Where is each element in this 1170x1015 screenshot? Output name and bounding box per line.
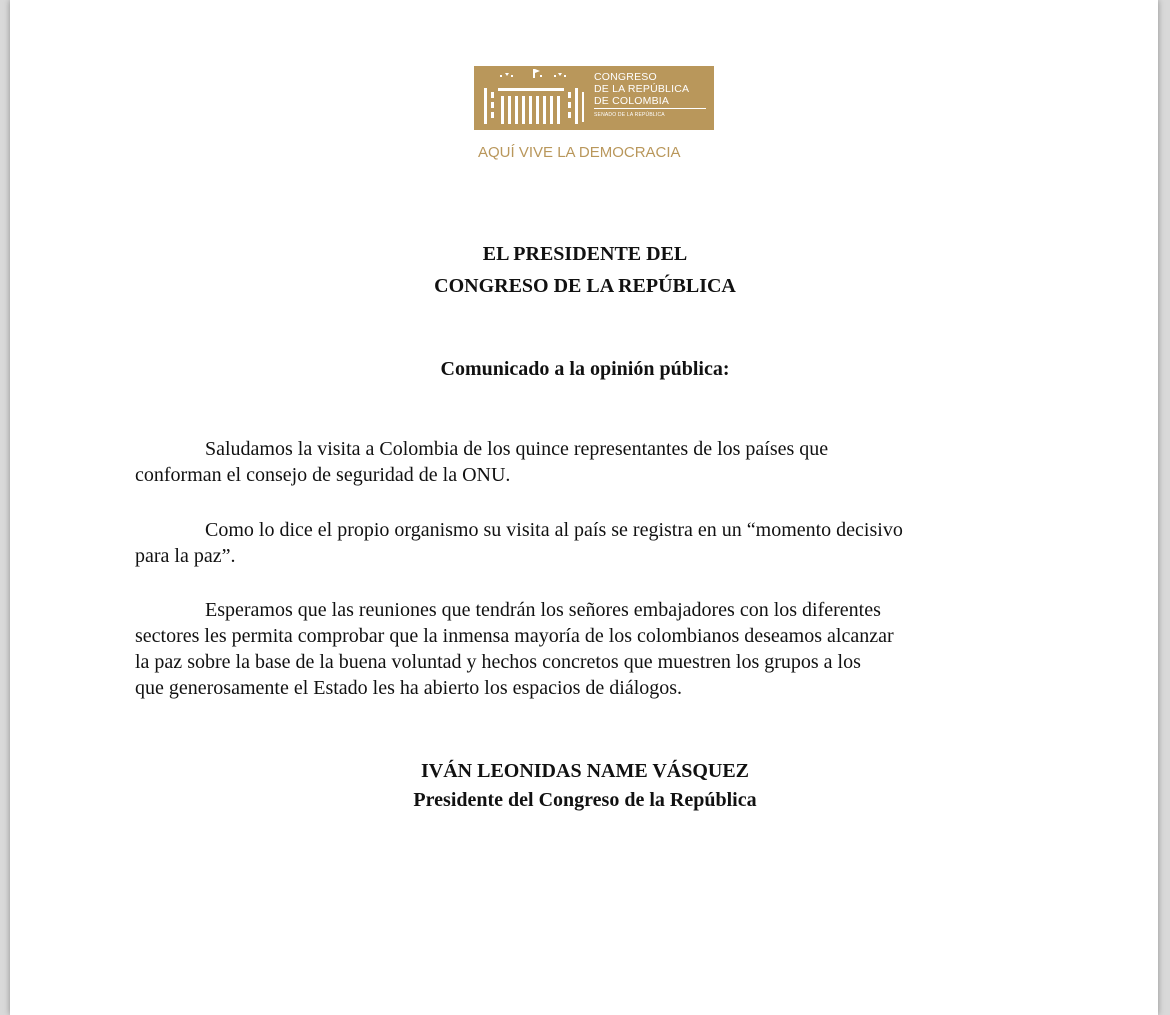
header-line-2: CONGRESO DE LA REPÚBLICA: [434, 275, 736, 297]
logo-line-2: DE LA REPÚBLICA: [594, 83, 690, 95]
paragraph-3: [135, 597, 1035, 701]
signature-title: Presidente del Congreso de la República: [413, 789, 757, 811]
paragraph-2: [135, 517, 1035, 569]
paragraph-3-line-3: la paz sobre la base de la buena voluntad y hechos concretos que muestren los grupos a los: [135, 651, 861, 673]
logo-wordmark: [594, 71, 712, 119]
paragraph-1-line-1: Saludamos la visita a Colombia de los quince representantes de los países que: [205, 438, 829, 460]
signature-name: IVÁN LEONIDAS NAME VÁSQUEZ: [420, 760, 750, 782]
logo-line-4: SENADO DE LA REPÚBLICA: [594, 112, 665, 118]
paragraph-1: [135, 436, 1035, 488]
logo-line-1: CONGRESO: [594, 71, 657, 83]
paragraph-2-line-2: para la paz”.: [135, 545, 236, 567]
paragraph-3-line-4: que generosamente el Estado les ha abierto los espacios de diálogos.: [135, 677, 683, 699]
capitol-building-icon: [474, 66, 590, 130]
logo-divider: [594, 108, 706, 109]
paragraph-3-line-2: sectores les permita comprobar que la inmensa mayoría de los colombianos deseamos alcanzar: [135, 625, 894, 647]
paragraph-3-line-1: Esperamos que las reuniones que tendrán los señores embajadores con los diferentes: [205, 599, 881, 621]
logo-line-3: DE COLOMBIA: [594, 95, 670, 107]
congress-logo: [474, 66, 716, 166]
paragraph-1-line-2: conforman el consejo de seguridad de la ONU.: [135, 464, 511, 486]
logo-tagline: AQUÍ VIVE LA DEMOCRACIA: [478, 144, 681, 161]
logo-emblem: [474, 66, 714, 130]
communique-subtitle: Comunicado a la opinión pública:: [440, 358, 730, 380]
header-line-1: EL PRESIDENTE DEL: [482, 243, 688, 265]
paragraph-2-line-1: Como lo dice el propio organismo su visita al país se registra en un “momento decisivo: [205, 519, 903, 541]
